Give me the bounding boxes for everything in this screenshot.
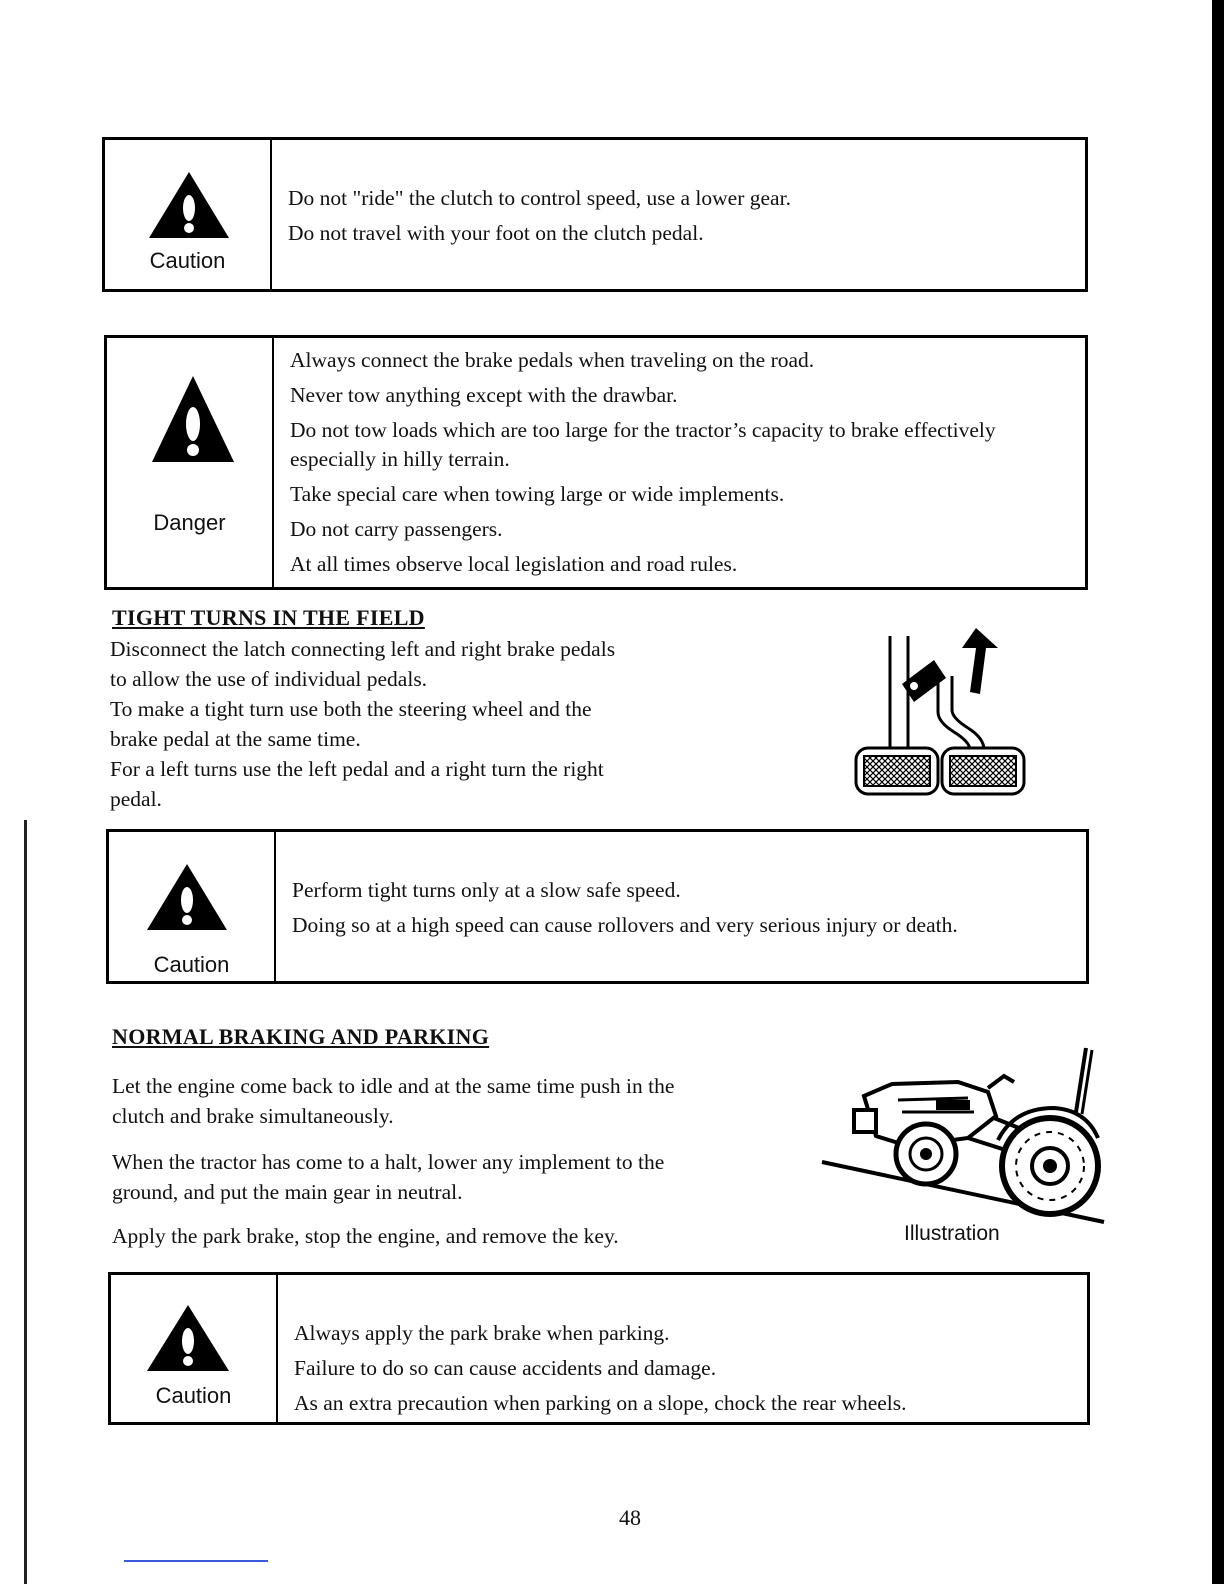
warning-triangle-icon xyxy=(145,862,229,932)
caution-box-clutch xyxy=(102,137,1088,292)
page-number: 48 xyxy=(619,1505,641,1530)
tight-turns-line: brake pedal at the same time. xyxy=(110,727,361,751)
braking-line: ground, and put the main gear in neutral. xyxy=(112,1180,463,1204)
stray-line xyxy=(124,1560,268,1562)
warning-line: Do not "ride" the clutch to control speed, use a lower gear. xyxy=(288,186,791,210)
warning-line: At all times observe local legislation and road rules. xyxy=(290,552,738,576)
tractor-on-slope-icon xyxy=(818,1042,1108,1228)
page-edge-left xyxy=(24,820,27,1584)
warning-line: Take special care when towing large or wide implements. xyxy=(290,482,785,506)
tight-turns-heading: TIGHT TURNS IN THE FIELD xyxy=(112,605,425,630)
warn-icon-cell xyxy=(111,1275,278,1422)
tight-turns-line: to allow the use of individual pedals. xyxy=(110,667,428,691)
warning-line: Doing so at a high speed can cause rollovers and very serious injury or death. xyxy=(292,913,958,937)
tight-turns-line: pedal. xyxy=(110,787,162,811)
warn-icon-cell xyxy=(107,338,274,587)
warning-line: Failure to do so can cause accidents and damage. xyxy=(294,1356,717,1380)
braking-line: clutch and brake simultaneously. xyxy=(112,1104,394,1128)
brake-pedals-icon xyxy=(852,626,1028,798)
normal-braking-body xyxy=(112,1071,802,1251)
warning-text xyxy=(274,338,1085,587)
tight-turns-line: To make a tight turn use both the steering wheel and the xyxy=(110,697,592,721)
warning-line: Do not travel with your foot on the clutch pedal. xyxy=(288,221,704,245)
page-edge-right xyxy=(1212,0,1224,1584)
danger-box-road xyxy=(104,335,1088,590)
caution-box-parking xyxy=(108,1272,1090,1425)
braking-line: Let the engine come back to idle and at the same time push in the xyxy=(112,1074,675,1098)
warning-triangle-icon xyxy=(145,1303,231,1373)
illustration-caption: Illustration xyxy=(904,1222,1000,1245)
warn-icon-cell xyxy=(109,832,276,981)
warning-text xyxy=(276,832,972,981)
warning-text xyxy=(278,1275,921,1422)
warning-line: Do not tow loads which are too large for the tractor’s capacity to brake effectively especially in hilly terrain. xyxy=(290,418,996,471)
warning-label: Caution xyxy=(153,952,230,977)
warning-label: Danger xyxy=(153,510,226,535)
warning-triangle-icon xyxy=(147,170,231,240)
normal-braking-heading: NORMAL BRAKING AND PARKING xyxy=(112,1024,490,1049)
warning-line: Always connect the brake pedals when traveling on the road. xyxy=(290,348,815,372)
warning-label: Caution xyxy=(149,248,226,273)
warning-line: Never tow anything except with the drawbar. xyxy=(290,383,678,407)
braking-line: When the tractor has come to a halt, lower any implement to the xyxy=(112,1150,665,1174)
tight-turns-line: Disconnect the latch connecting left and right brake pedals xyxy=(110,637,616,661)
warn-icon-cell xyxy=(105,140,272,289)
tight-turns-line: For a left turns use the left pedal and a right turn the right xyxy=(110,757,604,781)
caution-box-tight-turns xyxy=(106,829,1089,984)
warning-line: Always apply the park brake when parking. xyxy=(294,1321,670,1345)
tight-turns-body xyxy=(110,634,760,814)
warning-text xyxy=(272,140,805,289)
warning-line: As an extra precaution when parking on a slope, chock the rear wheels. xyxy=(294,1391,907,1415)
warning-triangle-icon xyxy=(150,374,236,464)
braking-line: Apply the park brake, stop the engine, and remove the key. xyxy=(112,1224,619,1248)
warning-line: Do not carry passengers. xyxy=(290,517,503,541)
warning-label: Caution xyxy=(155,1383,232,1408)
warning-line: Perform tight turns only at a slow safe speed. xyxy=(292,878,681,902)
